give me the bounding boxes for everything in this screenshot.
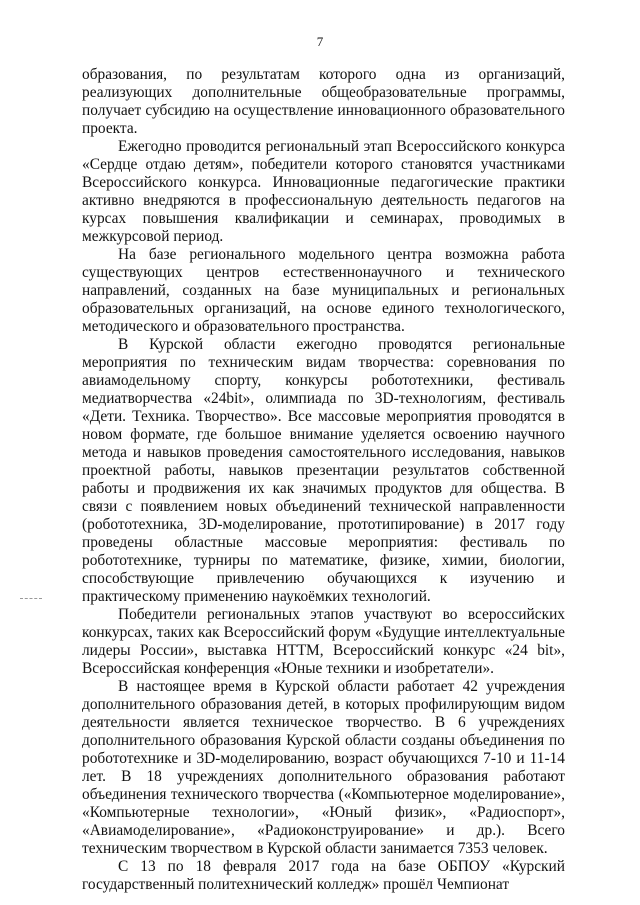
page-number: 7 [316,34,324,49]
paragraph-contest: Ежегодно проводится региональный этап Всероссийского конкурса «Сердце отдаю детям», победители которого становятся участниками Всероссийского конкурса. Инновационные педагогические практики активно внедряются в профессиональную деятельность педагогов на курсах повышения квалификации и семинарах, проводимых в межкурсовой период. [82,138,565,245]
margin-mark [20,598,42,599]
paragraph-model-center: На базе регионального модельного центра возможна работа существующих центров естественнонаучного и технического направлений, созданных на базе муниципальных и региональных образовательных организаций, на основе единого технологического, методического и образовательного пространства. [82,246,565,335]
paragraph-championship: С 13 по 18 февраля 2017 года на базе ОБПОУ «Курский государственный политехнический колледж» прошёл Чемпионат [82,858,565,893]
document-body [82,66,565,894]
paragraph-winners: Победители региональных этапов участвуют во всероссийских конкурсах, таких как Всероссийский форум «Будущие интеллектуальные лидеры России», выставка НТТМ, Всероссийский конкурс «24 bit», Всероссийская конференция «Юные техники и изобретатели». [82,606,565,677]
paragraph-regional-events: В Курской области ежегодно проводятся региональные мероприятия по техническим видам творчества: соревнования по авиамодельному спорту, конкурсы робототехники, фестиваль медиатворчества «24bit», олимпиада по 3D-технологиям, фестиваль «Дети. Техника. Творчество». Все массовые мероприятия проводятся в новом формате, где большое внимание уделяется освоению научного метода и навыков проведения самостоятельного исследования, навыков проектной работы, навыков презентации результатов собственной работы и продвижения их как значимых продуктов для общества. В связи с появлением новых объединений технической направленности (робототехника, 3D-моделирование, прототипирование) в 2017 году проведены областные массовые мероприятия: фестиваль по робототехнике, турниры по математике, физике, химии, биологии, способствующие привлечению обучающихся к изучению и практическому применению наукоёмких технологий. [82,336,565,605]
paragraph-continuation: образования, по результатам которого одна из организаций, реализующих дополнительные общеобразовательные программы, получает субсидию на осуществление инновационного образовательного проекта. [82,66,565,137]
paragraph-institutions: В настоящее время в Курской области работает 42 учреждения дополнительного образования детей, в которых профилирующим видом деятельности является техническое творчество. В 6 учреждениях дополнительного образования Курской области созданы объединения по робототехнике и 3D-моделированию, возраст обучающихся 7-10 и 11-14 лет. В 18 учреждениях дополнительного образования работают объединения технического творчества («Компьютерное моделирование», «Компьютерные технологии», «Юный физик», «Радиоспорт», «Авиамоделирование», «Радиоконструирование» и др.). Всего техническим творчеством в Курской области занимается 7353 человек. [82,678,565,857]
